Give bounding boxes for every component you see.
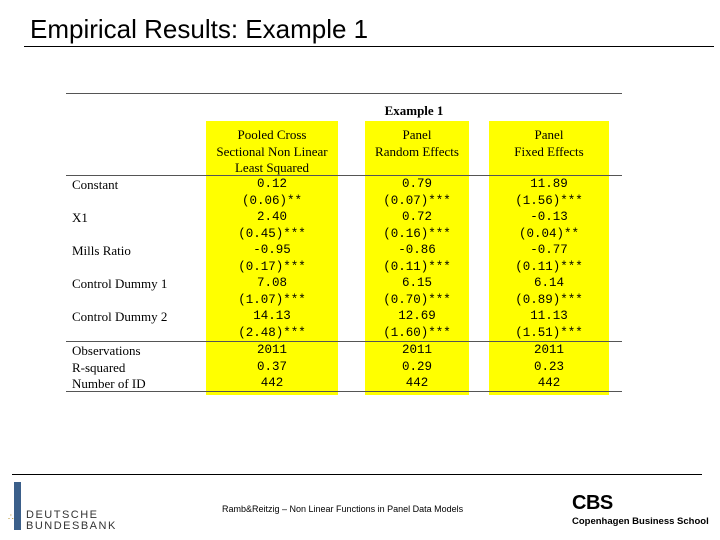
title-underline (24, 46, 714, 47)
table-cell: 0.29 (401, 359, 432, 374)
stats-rule (66, 341, 622, 342)
table-cell: (0.16)*** (383, 226, 451, 241)
table-top-rule (66, 93, 622, 94)
column-header-line: Least Squared (234, 160, 309, 175)
table-cell: -0.86 (398, 243, 436, 257)
row-label: Mills Ratio (72, 243, 131, 258)
table-cell: 442 (537, 376, 561, 390)
bundesbank-logo (8, 482, 118, 532)
footer-text: Ramb&Reitzig – Non Linear Functions in Panel Data Models (222, 504, 464, 514)
table-cell: 442 (405, 376, 429, 390)
row-label: R-squared (72, 359, 126, 375)
column-header-fixed (489, 127, 609, 160)
table-cell: 0.12 (256, 177, 287, 191)
row-label: Observations (72, 343, 141, 358)
bundesbank-line: DEUTSCHE (26, 509, 99, 521)
table-cell: (0.45)*** (238, 226, 306, 241)
table-cell: 2011 (256, 343, 287, 357)
table-cell: 442 (260, 376, 284, 390)
table-cell: (0.11)*** (383, 259, 451, 274)
column-header-pooled (206, 127, 338, 177)
table-cell: 14.13 (253, 309, 291, 323)
row-label: Control Dummy 2 (72, 309, 168, 324)
table-cell: (0.89)*** (515, 292, 583, 307)
table-caption: Example 1 (384, 103, 444, 118)
row-label: Number of ID (72, 376, 146, 391)
header-rule (66, 175, 622, 176)
cbs-logo (572, 492, 707, 532)
cbs-name: Copenhagen Business School (572, 516, 709, 527)
table-cell: (0.70)*** (383, 292, 451, 307)
column-header-line: Panel (534, 127, 564, 142)
table-cell: 7.08 (256, 276, 287, 290)
cbs-mark: CBS (572, 492, 613, 514)
bundesbank-wordmark (26, 510, 117, 532)
column-header-line: Panel (402, 127, 432, 142)
column-header-line: Random Effects (375, 143, 459, 159)
table-cell: 2011 (533, 343, 564, 357)
slide-title: Empirical Results: Example 1 (30, 14, 369, 44)
table-cell: 6.14 (533, 276, 564, 290)
table-cell: 0.72 (401, 210, 432, 224)
table-cell: 11.89 (530, 177, 568, 191)
table-cell: -0.77 (530, 243, 568, 257)
table-cell: (1.51)*** (515, 325, 583, 340)
table-cell: 2.40 (256, 210, 287, 224)
table-cell: 0.79 (401, 177, 432, 191)
table-cell: 6.15 (401, 276, 432, 290)
row-label: Control Dummy 1 (72, 276, 168, 291)
table-cell: -0.13 (530, 210, 568, 224)
table-cell: 11.13 (530, 309, 568, 323)
table-cell: (0.04)** (518, 226, 579, 241)
column-header-line: Pooled Cross (237, 127, 307, 142)
table-cell: 2011 (401, 343, 432, 357)
table-cell: 0.23 (533, 359, 564, 374)
column-header-line: Fixed Effects (514, 143, 584, 159)
table-cell: (1.56)*** (515, 193, 583, 208)
footer-rule (12, 474, 702, 475)
table-cell: (0.11)*** (515, 259, 583, 274)
table-cell: 0.37 (256, 359, 287, 374)
row-label: Constant (72, 177, 119, 192)
table-cell: -0.95 (253, 243, 291, 257)
bundesbank-bar-icon (14, 482, 21, 530)
results-table (66, 93, 622, 393)
bundesbank-line: BUNDESBANK (26, 520, 117, 532)
row-label: X1 (72, 210, 88, 225)
table-cell: (2.48)*** (238, 325, 306, 340)
table-cell: (1.07)*** (238, 292, 306, 307)
table-cell: (0.07)*** (383, 193, 451, 208)
table-bottom-rule (66, 391, 622, 392)
table-cell: (0.17)*** (238, 259, 306, 274)
column-header-random (365, 127, 469, 160)
eagle-dots-icon: ∴ (8, 512, 14, 522)
column-header-line: Sectional Non Linear (216, 143, 328, 159)
table-cell: 12.69 (398, 309, 436, 323)
table-cell: (0.06)** (241, 193, 302, 208)
table-cell: (1.60)*** (383, 325, 451, 340)
